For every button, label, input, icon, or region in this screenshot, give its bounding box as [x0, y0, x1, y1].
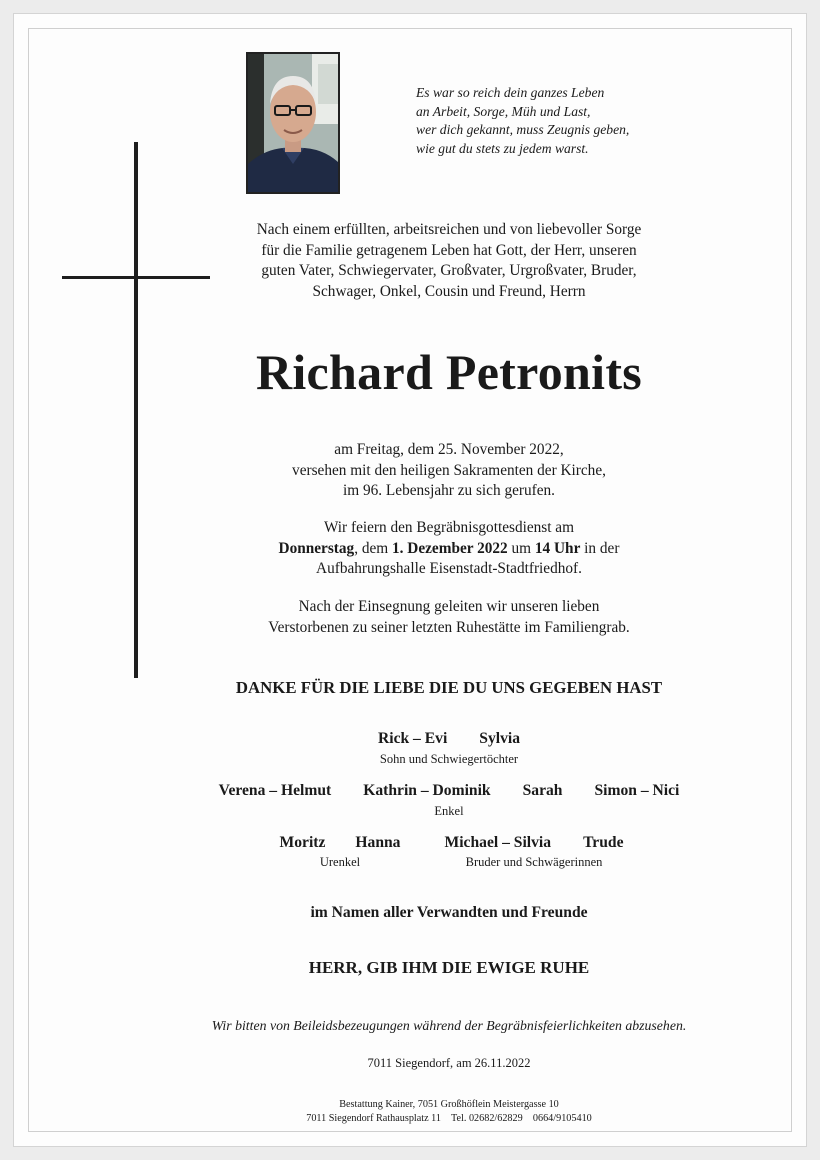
poem-line: wer dich gekannt, muss Zeugnis geben,	[416, 122, 630, 137]
funeral-line-2	[164, 539, 734, 560]
funeral-line-3: Aufbahrungshalle Eisenstadt-Stadtfriedhof.	[316, 560, 582, 577]
burial-paragraph	[164, 597, 734, 638]
mourner-name: Michael – Silvia	[444, 834, 552, 851]
funeral-text-a: , dem	[354, 539, 392, 557]
intro-line: für die Familie getragenem Leben hat Gott, der Herr, unseren	[261, 241, 637, 259]
place-date: 7011 Siegendorf, am 26.11.2022	[367, 1056, 531, 1070]
siblings-group	[434, 834, 634, 870]
funeral-text-c: in der	[580, 539, 620, 557]
funeral-details	[164, 518, 734, 580]
thanks-heading: DANKE FÜR DIE LIEBE DIE DU UNS GEGEBEN HAST	[235, 678, 663, 697]
mourner-name: Rick – Evi	[377, 730, 448, 747]
death-notice-line: versehen mit den heiligen Sakramenten der Kirche,	[292, 461, 606, 479]
funeral-day: Donnerstag	[278, 539, 355, 557]
mourner-name: Verena – Helmut	[218, 782, 332, 799]
siblings-label: Bruder und Schwägerinnen	[465, 855, 603, 869]
children-label: Sohn und Schwiegertöchter	[379, 752, 519, 766]
funeral-time: 14 Uhr	[534, 539, 581, 557]
death-notice-line: am Freitag, dem 25. November 2022,	[334, 441, 564, 458]
intro-line: guten Vater, Schwiegervater, Großvater, Urgroßvater, Bruder,	[261, 262, 637, 279]
death-notice	[164, 440, 734, 502]
death-notice-line: im 96. Lebensjahr zu sich gerufen.	[343, 482, 555, 499]
undertaker-line-2: 7011 Siegendorf Rathausplatz 11 Tel. 02682/62829 0664/9105410	[306, 1112, 592, 1124]
children-names	[164, 730, 734, 748]
mourner-name: Hanna	[355, 834, 401, 851]
mourner-name: Sylvia	[479, 730, 521, 747]
condolence-request: Wir bitten von Beileidsbezeugungen während der Begräbnisfeierlichkeiten abzusehen.	[211, 1018, 687, 1033]
undertaker-line-1: Bestattung Kainer, 7051 Großhöflein Meistergasse 10	[339, 1099, 559, 1110]
intro-line: Nach einem erfüllten, arbeitsreichen und von liebevoller Sorge	[256, 221, 642, 238]
undertaker-info	[164, 1098, 734, 1125]
funeral-date: 1. Dezember 2022	[392, 539, 508, 557]
poem-line: Es war so reich dein ganzes Leben	[416, 85, 605, 100]
cross-vertical-bar	[134, 142, 138, 678]
mourner-name: Kathrin – Dominik	[363, 782, 491, 799]
grandchildren-label: Enkel	[434, 804, 464, 818]
funeral-line-1: Wir feiern den Begräbnisgottesdienst am	[323, 519, 574, 536]
relatives-line: im Namen aller Verwandten und Freunde	[310, 904, 588, 921]
mourner-name: Trude	[583, 834, 624, 851]
grandchildren-names	[164, 782, 734, 800]
deceased-name: Richard Petronits	[255, 344, 643, 400]
poem-line: an Arbeit, Sorge, Müh und Last,	[416, 103, 591, 119]
obituary-page	[14, 14, 806, 1146]
mourner-name: Moritz	[279, 834, 326, 851]
great-grandchildren-group	[260, 834, 420, 870]
intro-line: Schwager, Onkel, Cousin und Freund, Herrn	[312, 282, 586, 300]
mourner-name: Sarah	[522, 782, 563, 799]
siblings-names	[434, 834, 634, 852]
burial-line: Nach der Einsegnung geleiten wir unseren lieben	[298, 598, 600, 615]
poem	[416, 84, 756, 158]
poem-line: wie gut du stets zu jedem warst.	[416, 140, 589, 156]
intro-paragraph	[164, 220, 734, 302]
great-grandchildren-label: Urenkel	[319, 855, 361, 869]
burial-line: Verstorbenen zu seiner letzten Ruhestätte im Familiengrab.	[268, 618, 630, 636]
portrait-photo	[246, 52, 340, 194]
prayer-line: HERR, GIB IHM DIE EWIGE RUHE	[308, 958, 590, 977]
great-grandchildren-names	[260, 834, 420, 852]
mourner-name: Simon – Nici	[594, 782, 680, 799]
funeral-text-b: um	[507, 539, 535, 557]
